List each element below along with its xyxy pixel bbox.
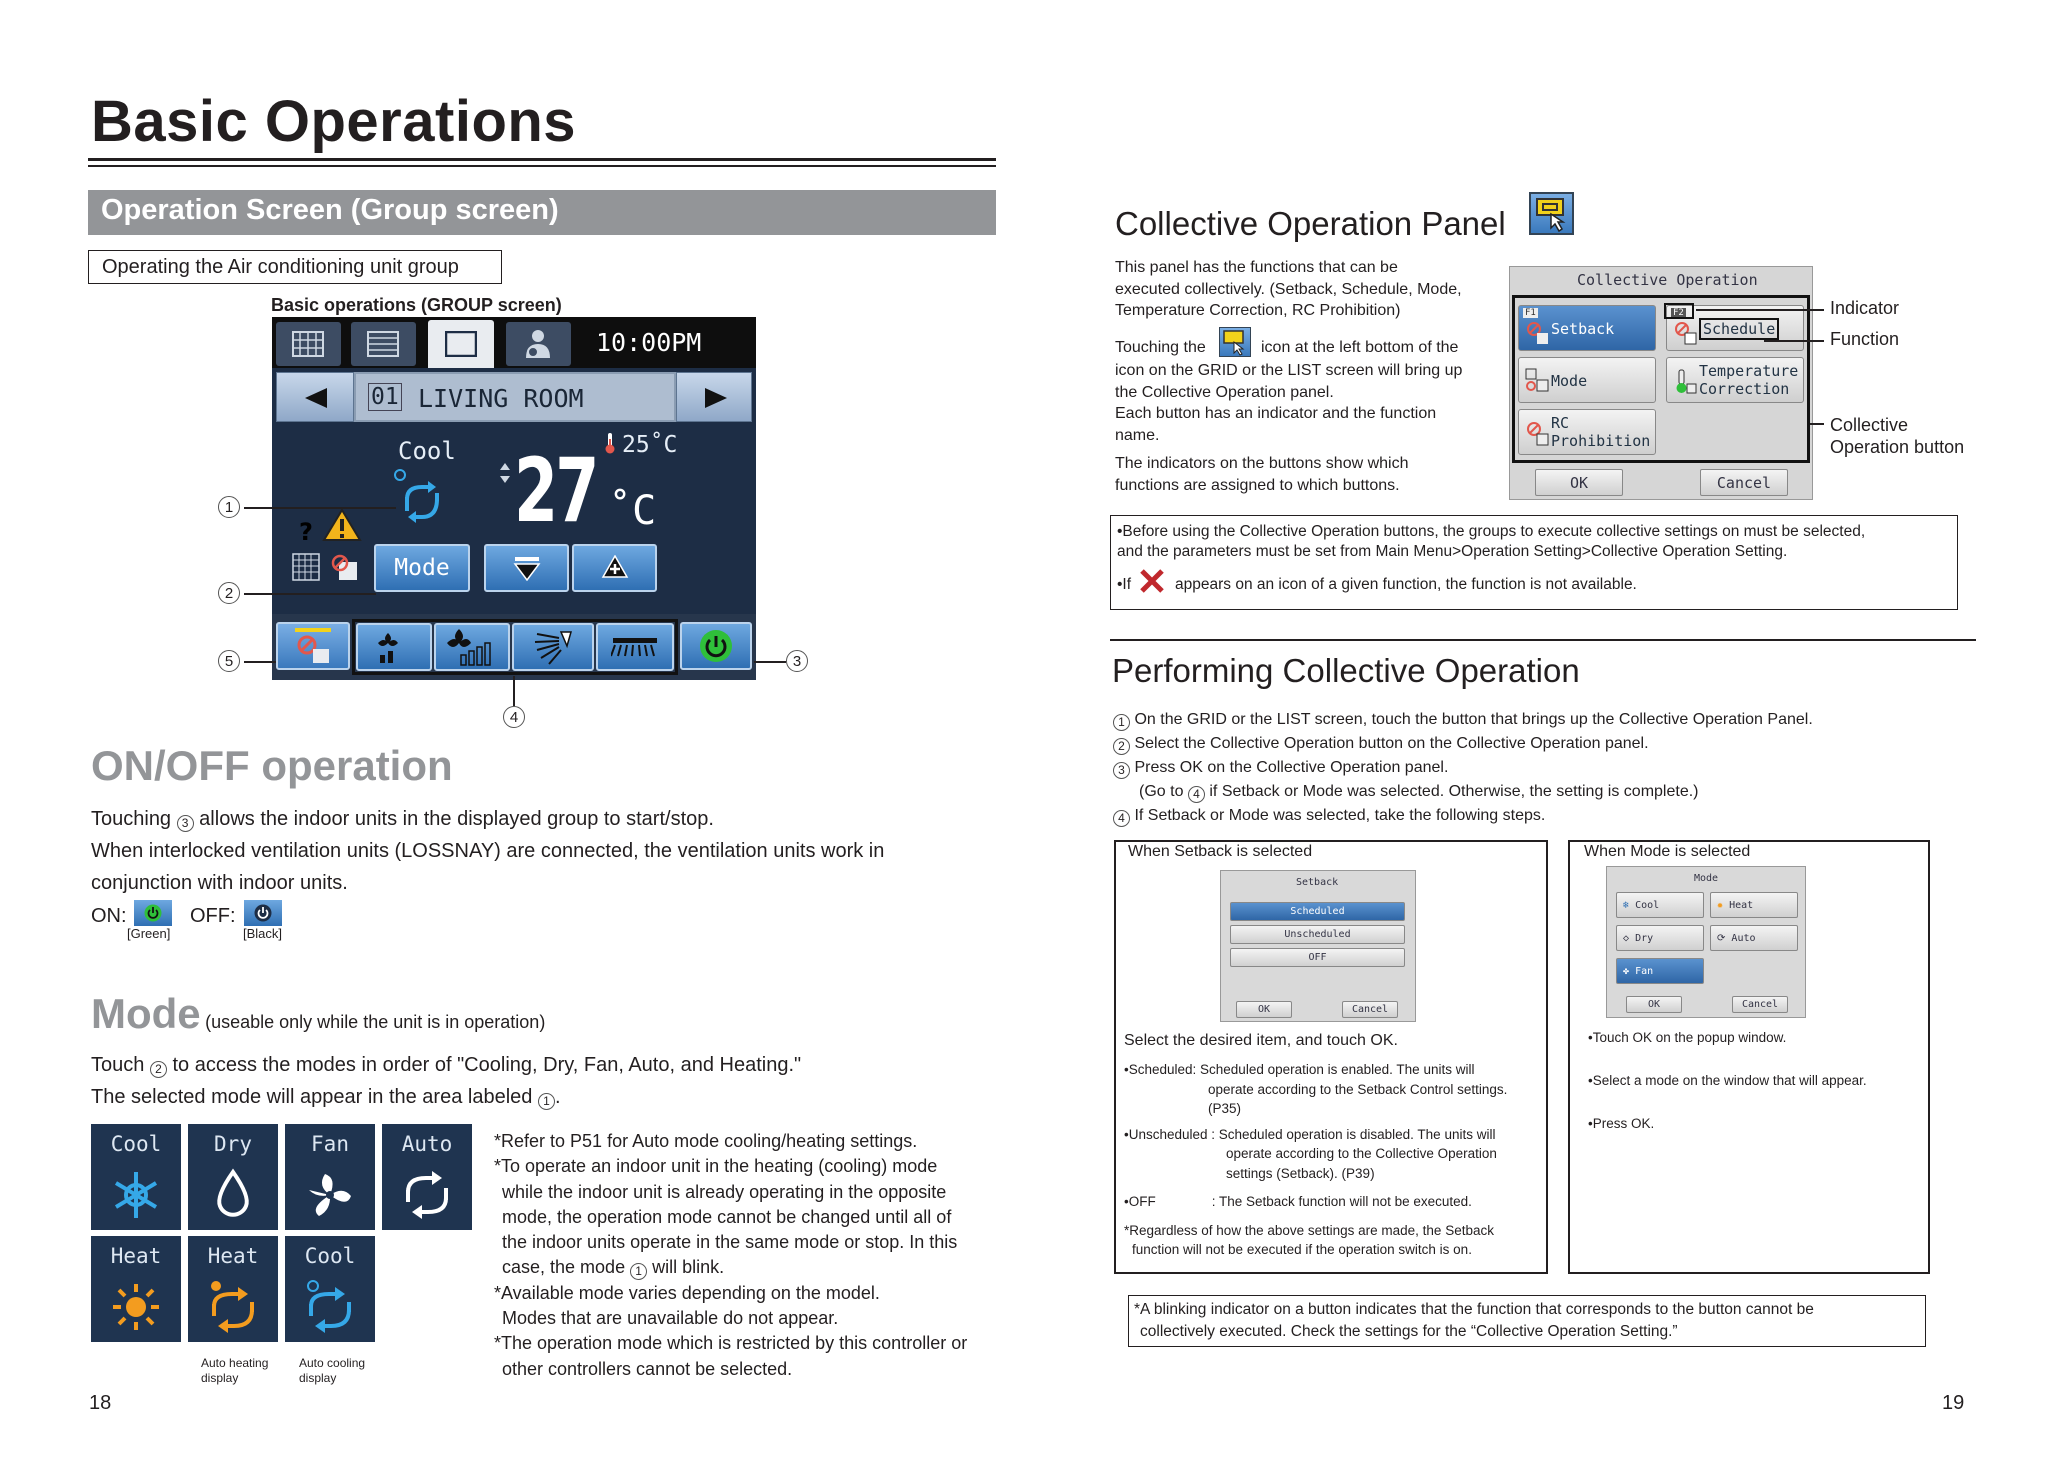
- collective-panel-icon-small: [1220, 328, 1250, 356]
- unavailable-x-icon: [1139, 568, 1165, 594]
- blink-note-l2: collectively executed. Check the settings for the “Collective Operation Setting.”: [1140, 1323, 1678, 1340]
- mode-opt-dry[interactable]: ◇ Dry: [1616, 925, 1704, 951]
- f2-indicator: F2: [1673, 308, 1684, 318]
- f1-indicator: F1: [1525, 308, 1536, 318]
- setback-popup: [1220, 870, 1416, 1022]
- mode-bullet-1: •Touch OK on the popup window.: [1588, 1030, 1787, 1045]
- fan-icon: [303, 1168, 357, 1222]
- callout-4-line: [513, 676, 515, 706]
- cop-cancel-button[interactable]: Cancel: [1700, 469, 1788, 496]
- mode-collective-button[interactable]: [1518, 357, 1656, 403]
- tab-group[interactable]: [428, 320, 494, 368]
- setback-opt-unscheduled[interactable]: Unscheduled: [1230, 925, 1405, 944]
- square-icon: [445, 331, 477, 357]
- indicator-highlight: [1664, 303, 1694, 319]
- collective-panel-icon-large: [1531, 194, 1572, 233]
- pco-step-2: 2 Select the Collective Operation button on the Collective Operation panel.: [1113, 732, 1813, 756]
- collective-leader: [1810, 423, 1824, 425]
- grid-icon: [292, 331, 324, 357]
- mode-bullet-2: •Select a mode on the window that will appear.: [1588, 1073, 1867, 1088]
- callout-1: 1: [218, 496, 240, 518]
- title-rule-thin: [88, 165, 996, 167]
- auto-arrows-icon: [400, 1168, 454, 1222]
- help-icon: [298, 518, 316, 544]
- off-sub: [Black]: [243, 926, 283, 941]
- cop-touch-rest: icon on the GRID or the LIST screen will bring up the Collective Operation panel. Each button has an indicator and the function name.: [1115, 362, 1463, 444]
- notice-l2: and the parameters must be set from Main Menu>Operation Setting>Collective Operation Setting.: [1117, 543, 1788, 560]
- mode-tile-fan: Fan: [285, 1124, 375, 1230]
- collective-label: Collective Operation button: [1830, 415, 1965, 457]
- setback-popup-title: Setback: [1296, 877, 1339, 888]
- callout-ref-3: 3: [177, 815, 194, 832]
- mode-opt-cool[interactable]: ❄ Cool: [1616, 892, 1704, 918]
- setback-button[interactable]: [1518, 305, 1656, 351]
- callout-5-line: [244, 661, 276, 663]
- mode-tile-dry: Dry: [188, 1124, 278, 1230]
- setback-ok-button[interactable]: OK: [1236, 1001, 1292, 1018]
- mode-button[interactable]: Mode: [374, 544, 470, 592]
- cop-ok-button[interactable]: OK: [1535, 469, 1623, 496]
- mode-ok-button[interactable]: OK: [1626, 996, 1682, 1013]
- schedule-grid-icon: [292, 553, 320, 581]
- room-temperature: 25˚C: [622, 432, 678, 458]
- louver-icon: [611, 636, 659, 658]
- off-icon: [244, 900, 282, 926]
- arrow-right-icon: [703, 387, 729, 409]
- tile-caption-auto-cooling: Auto cooling display: [299, 1356, 366, 1385]
- mode-opt-fan[interactable]: ✤ Fan: [1616, 958, 1704, 984]
- screen-caption: Basic operations (GROUP screen): [271, 295, 562, 315]
- sun-icon: [109, 1280, 163, 1334]
- fan-level-button[interactable]: [434, 623, 510, 671]
- cop-touch-line: Touching the: [1115, 339, 1206, 356]
- function-leader: [1764, 340, 1824, 342]
- notice-l3a: •If: [1117, 576, 1132, 593]
- blink-note-l1: *A blinking indicator on a button indicates that the function that corresponds to the button cannot be: [1134, 1301, 1814, 1318]
- mode-tile-auto-cool: Cool: [285, 1236, 375, 1342]
- power-green-icon: [144, 904, 162, 922]
- set-temperature-unit: ˚C: [608, 488, 657, 534]
- callout-ref-2: 2: [150, 1061, 167, 1078]
- temperature-correction-button[interactable]: [1666, 357, 1804, 403]
- power-icon: [699, 629, 733, 663]
- callout-3-line: [754, 661, 786, 663]
- fan-level-icon: [447, 627, 497, 667]
- schedule-icon: [1673, 320, 1697, 346]
- page-title: Basic Operations: [91, 89, 577, 154]
- callout-2: 2: [218, 582, 240, 604]
- section-bar-label: Operation Screen (Group screen): [101, 194, 559, 226]
- clock: 10:00PM: [596, 328, 702, 357]
- tile-caption-auto-heating: Auto heating display: [201, 1356, 269, 1385]
- power-button[interactable]: [680, 622, 752, 670]
- pco-step-3: 3 Press OK on the Collective Operation panel.: [1113, 756, 1813, 780]
- thermometer-icon: [604, 432, 616, 454]
- list-icon: [367, 331, 399, 357]
- notice-l3b: appears on an icon of a given function, the function is not available.: [1175, 576, 1637, 593]
- airflow-direction-button[interactable]: [512, 623, 594, 671]
- power-black-icon: [254, 904, 272, 922]
- setback-descriptions: •Scheduled: Scheduled operation is enabled. The units will operate according to the Setback Control settings. (P35) •Unscheduled : Scheduled operation is disabled. The units will operate according to the Collective Operation settings (Setback). (P39) •OFF : The Setback function will not be executed. *Regardless of how the above settings are made, the Setback function will not be executed if the operation switch is on.: [1124, 1062, 1508, 1257]
- on-icon: [134, 900, 172, 926]
- callout-5: 5: [218, 650, 240, 672]
- pco-steps: [1113, 708, 1813, 828]
- mode-display: Cool: [398, 437, 456, 465]
- rc-prohibition-icon: [1525, 420, 1549, 448]
- prev-group-button[interactable]: [276, 372, 354, 422]
- setback-select-line: Select the desired item, and touch OK.: [1124, 1032, 1398, 1049]
- cop-touch-icon: [1219, 327, 1251, 357]
- tab-grid[interactable]: [276, 322, 341, 366]
- auto-cool-icon: [303, 1280, 357, 1334]
- arrow-down-icon: [513, 555, 541, 581]
- setback-label: Setback: [1551, 320, 1615, 338]
- arrow-left-icon: [303, 387, 329, 409]
- temp-correction-label-2: Correction: [1699, 380, 1790, 398]
- droplet-icon: [206, 1168, 260, 1222]
- pco-heading: Performing Collective Operation: [1112, 652, 1580, 689]
- cop-indicator-text: The indicators on the buttons show which functions are assigned to which buttons.: [1115, 455, 1409, 494]
- setback-opt-scheduled[interactable]: Scheduled: [1230, 902, 1405, 921]
- rc-label-2: Prohibition: [1551, 432, 1651, 450]
- collective-operation-button[interactable]: [276, 622, 350, 670]
- mode-box-title: When Mode is selected: [1584, 843, 1751, 860]
- mode-opt-heat[interactable]: ✹ Heat: [1710, 892, 1798, 918]
- cop-desc: This panel has the functions that can be executed collectively. (Setback, Schedule, Mode, Temperature Correction, RC Prohibition): [1115, 259, 1462, 319]
- warning-icon: [322, 508, 362, 542]
- next-group-button[interactable]: [676, 372, 752, 422]
- cop-heading-icon: [1529, 192, 1574, 235]
- function-label: Function: [1830, 329, 1900, 349]
- mode-heading: Mode (useable only while the unit is in operation): [91, 990, 546, 1037]
- mode-tile-heat: Heat: [91, 1236, 181, 1342]
- thermometer-small-icon: [1673, 368, 1697, 396]
- page-number-right: 19: [1942, 1392, 1965, 1414]
- temp-up-button[interactable]: [572, 544, 657, 592]
- callout-ref-1b: 1: [630, 1263, 647, 1280]
- mode-opt-auto[interactable]: ⟳ Auto: [1710, 925, 1798, 951]
- vane-icon: [531, 628, 575, 666]
- room-number: 01: [368, 383, 402, 411]
- pco-step-1: 1 On the GRID or the LIST screen, touch the button that brings up the Collective Operation Panel.: [1113, 708, 1813, 732]
- schedule-label: Schedule: [1699, 318, 1779, 340]
- onoff-heading: ON/OFF operation: [91, 742, 453, 789]
- mode-cancel-button[interactable]: Cancel: [1732, 996, 1788, 1013]
- cop-heading: Collective Operation Panel: [1115, 205, 1506, 242]
- pco-step-4: 4 If Setback or Mode was selected, take the following steps.: [1113, 804, 1813, 828]
- mode-tile-cool: Cool: [91, 1124, 181, 1230]
- user-settings-icon: [521, 328, 555, 360]
- on-sub: [Green]: [127, 926, 171, 941]
- auto-mode-icon: [392, 467, 452, 531]
- pco-goto: (Go to 4 if Setback or Mode was selected. Otherwise, the setting is complete.): [1139, 783, 1699, 801]
- indicator-leader: [1696, 309, 1824, 311]
- prohibition-icon: [330, 553, 358, 581]
- mode-p2: The selected mode will appear in the area labeled 1 .: [91, 1086, 561, 1108]
- collective-panel-icon: [293, 627, 333, 665]
- setback-cancel-button[interactable]: Cancel: [1342, 1001, 1398, 1018]
- page-number-left: 18: [89, 1392, 112, 1414]
- mode-grid-icon: [1525, 368, 1549, 394]
- callout-4: 4: [503, 706, 525, 728]
- rc-label-1: RC: [1551, 414, 1570, 432]
- mode-tile-auto-heat: Heat: [188, 1236, 278, 1342]
- svg-text:?: ?: [299, 518, 313, 544]
- setback-opt-off[interactable]: OFF: [1230, 948, 1405, 967]
- temp-updown-icon: [499, 462, 511, 484]
- mode-popup-title: Mode: [1694, 873, 1719, 884]
- arrow-up-icon: [601, 555, 629, 581]
- auto-heat-icon: [206, 1280, 260, 1334]
- subsection-label: Operating the Air conditioning unit group: [102, 256, 459, 278]
- set-temperature: 27: [514, 439, 597, 542]
- section-divider: [1110, 639, 1976, 641]
- mode-bullet-3: •Press OK.: [1588, 1116, 1655, 1131]
- notice-l1: •Before using the Collective Operation buttons, the groups to execute collective settings on must be selected,: [1117, 523, 1866, 540]
- callout-ref-1: 1: [538, 1093, 555, 1110]
- fan-speed-button[interactable]: [356, 623, 432, 671]
- setback-icon: [1525, 320, 1549, 346]
- tab-list[interactable]: [351, 322, 416, 366]
- callout-3: 3: [786, 650, 808, 672]
- mode-tile-auto: Auto: [382, 1124, 472, 1230]
- mode-collective-label: Mode: [1551, 372, 1588, 390]
- on-label: ON:: [91, 905, 127, 927]
- title-rule-thick: [88, 158, 996, 161]
- mode-notes: *Refer to P51 for Auto mode cooling/heating settings. *To operate an indoor unit in the heating (cooling) mode while the indoor unit is already operating in the opposite mode, the operation mode cannot be changed until all of the indoor units operate in the same mode or stop. In this case, the mode 1 will blink. *Available mode varies depending on the model. Modes that are unavailable do not appear. *The operation mode which is restricted by this controller or other controllers cannot be selected.: [494, 1131, 968, 1379]
- callout-2-line: [244, 593, 376, 595]
- setback-box-title: When Setback is selected: [1128, 843, 1313, 860]
- callout-1-line: [244, 507, 396, 509]
- snowflake-icon: [109, 1168, 163, 1222]
- rc-prohibition-button[interactable]: [1518, 409, 1656, 455]
- onoff-p2: When interlocked ventilation units (LOSSNAY) are connected, the ventilation units work in: [91, 840, 885, 862]
- temp-correction-label-1: Temperature: [1699, 362, 1799, 380]
- temp-down-button[interactable]: [484, 544, 569, 592]
- mode-p1: Touch 2 to access the modes in order of "Cooling, Dry, Fan, Auto, and Heating.": [91, 1054, 802, 1076]
- cop-touch-line-b: icon at the left bottom of the: [1261, 339, 1459, 356]
- cop-panel-title: Collective Operation: [1577, 271, 1758, 289]
- onoff-p1: Touching 3 allows the indoor units in the displayed group to start/stop.: [91, 808, 714, 830]
- room-name: LIVING ROOM: [418, 384, 584, 413]
- onoff-p3: conjunction with indoor units.: [91, 872, 348, 894]
- louver-button[interactable]: [596, 623, 674, 671]
- indicator-label: Indicator: [1830, 298, 1900, 318]
- fan-speed-icon: [374, 629, 414, 665]
- off-label: OFF:: [190, 905, 236, 927]
- tab-settings[interactable]: [506, 322, 571, 366]
